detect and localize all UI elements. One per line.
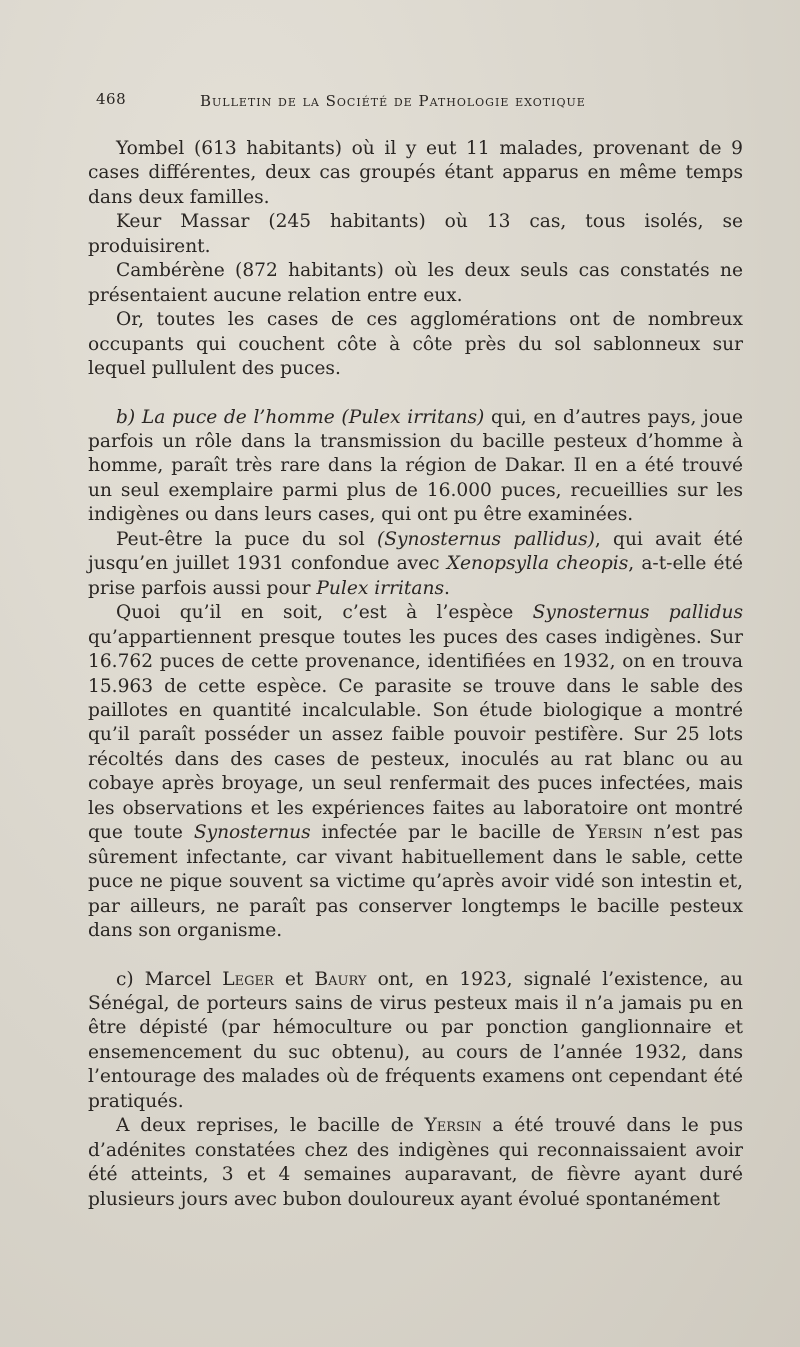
paragraph-yombel: Yombel (613 habitants) où il y eut 11 malades, provenant de 9 cases différentes, deux cas groupés étant apparus en même temps dans deux familles. bbox=[88, 138, 743, 208]
text-run: infectée par le bacille de bbox=[310, 822, 586, 844]
paragraph-porteurs-sains bbox=[88, 968, 743, 1115]
paragraph-occupants: Or, toutes les cases de ces agglomérations ont de nombreux occupants qui couchent côte à côte près du sol sablonneux sur lequel pullulent des puces. bbox=[88, 309, 743, 380]
text-run: et bbox=[273, 968, 315, 990]
paragraph-text: qui, en d’autres pays, joue parfois un rôle dans la transmission du bacille pesteux d’homme à homme, paraît très rare dans la région de Dakar. Il en a été trouvé un seul exemplaire parmi plus de 16.000 puces, recueillies sur les indigènes ou dans leurs cases, qui ont pu être examinées. bbox=[88, 406, 743, 526]
text-run: A deux reprises, le bacille de bbox=[116, 1115, 425, 1137]
author-name: Yersin bbox=[585, 822, 643, 844]
text-run: Peut-être la puce du sol bbox=[116, 528, 378, 550]
text-run: qu’appartiennent presque toutes les puces des cases indigènes. Sur 16.762 puces de cette provenance, identifiées en 1932, on en trouva 15.963 de cette espèce. Ce parasite se trouve dans le sable des paillotes en quantité incalculable. Son étude biologique a montré qu’il paraît posséder un assez faible pouvoir pestifère. Sur 25 lots récoltés dans des cases de pesteux, inoculés au rat blanc ou au cobaye après broyage, un seul renfermait des puces infectées, mais les observations et les expériences faites au laboratoire ont montré que toute bbox=[88, 626, 743, 844]
text-run: Quoi qu’il en soit, c’est à l’espèce bbox=[116, 602, 533, 624]
species-name: Pulex irritans bbox=[316, 577, 444, 599]
running-title: Bulletin de la Société de Pathologie exotique bbox=[200, 92, 586, 110]
paragraph-synosternus bbox=[88, 601, 743, 943]
text-run: . bbox=[444, 577, 450, 599]
section-gap bbox=[88, 382, 743, 406]
paragraph-camberene: Cambérène (872 habitants) où les deux seuls cas constatés ne présentaient aucune relation entre eux. bbox=[88, 260, 743, 306]
species-name: Synosternus bbox=[193, 822, 311, 844]
text-run: a été trouvé dans le pus d’adénites constatées chez des indigènes qui reconnaissaient avoir été atteints, 3 et 4 semaines auparavant, de fièvre ayant duré plusieurs jours avec bubon douloureux ayant évolué spontanément bbox=[88, 1115, 743, 1210]
species-name: Synosternus pallidus bbox=[532, 602, 743, 624]
paragraph-pulex-irritans bbox=[88, 406, 743, 528]
body-text bbox=[88, 137, 743, 1212]
page-number: 468 bbox=[96, 90, 127, 108]
text-run: n’est pas sûrement infectante, car vivant habituellement dans le sable, cette puce ne pique souvent sa victime qu’après avoir vidé son intestin et, par ailleurs, ne paraît pas conserver longtemps le bacille pesteux dans son organisme. bbox=[88, 822, 743, 942]
paragraph-keur-massar: Keur Massar (245 habitants) où 13 cas, tous isolés, se produisirent. bbox=[88, 211, 743, 257]
author-name: Yersin bbox=[424, 1115, 482, 1137]
text-run: , a-t-elle été prise parfois aussi pour bbox=[88, 553, 743, 599]
text-run: c) Marcel bbox=[116, 968, 223, 990]
text-run: , qui avait été jusqu’en juillet 1931 confondue avec bbox=[88, 528, 743, 575]
author-name: Leger bbox=[222, 968, 274, 990]
species-name: Xenopsylla cheopis bbox=[446, 553, 629, 575]
section-gap bbox=[88, 944, 743, 968]
section-title-b: La puce de l’homme (Pulex irritans) bbox=[141, 406, 485, 428]
author-name: Baury bbox=[314, 968, 367, 990]
paragraph-puce-du-sol bbox=[88, 528, 743, 601]
species-name: (Synosternus pallidus) bbox=[377, 528, 595, 550]
paragraph-adenites bbox=[88, 1114, 743, 1212]
text-run: ont, en 1923, signalé l’existence, au Sénégal, de porteurs sains de virus pesteux mais il n’a jamais pu en être dépisté (par hémoculture ou par ponction ganglionnaire et ensemencement du suc obtenu), au cours de l’année 1932, dans l’entourage des malades où de fréquents examens ont cependant été pratiqués. bbox=[88, 968, 743, 1112]
section-label-b: b) bbox=[116, 406, 136, 428]
